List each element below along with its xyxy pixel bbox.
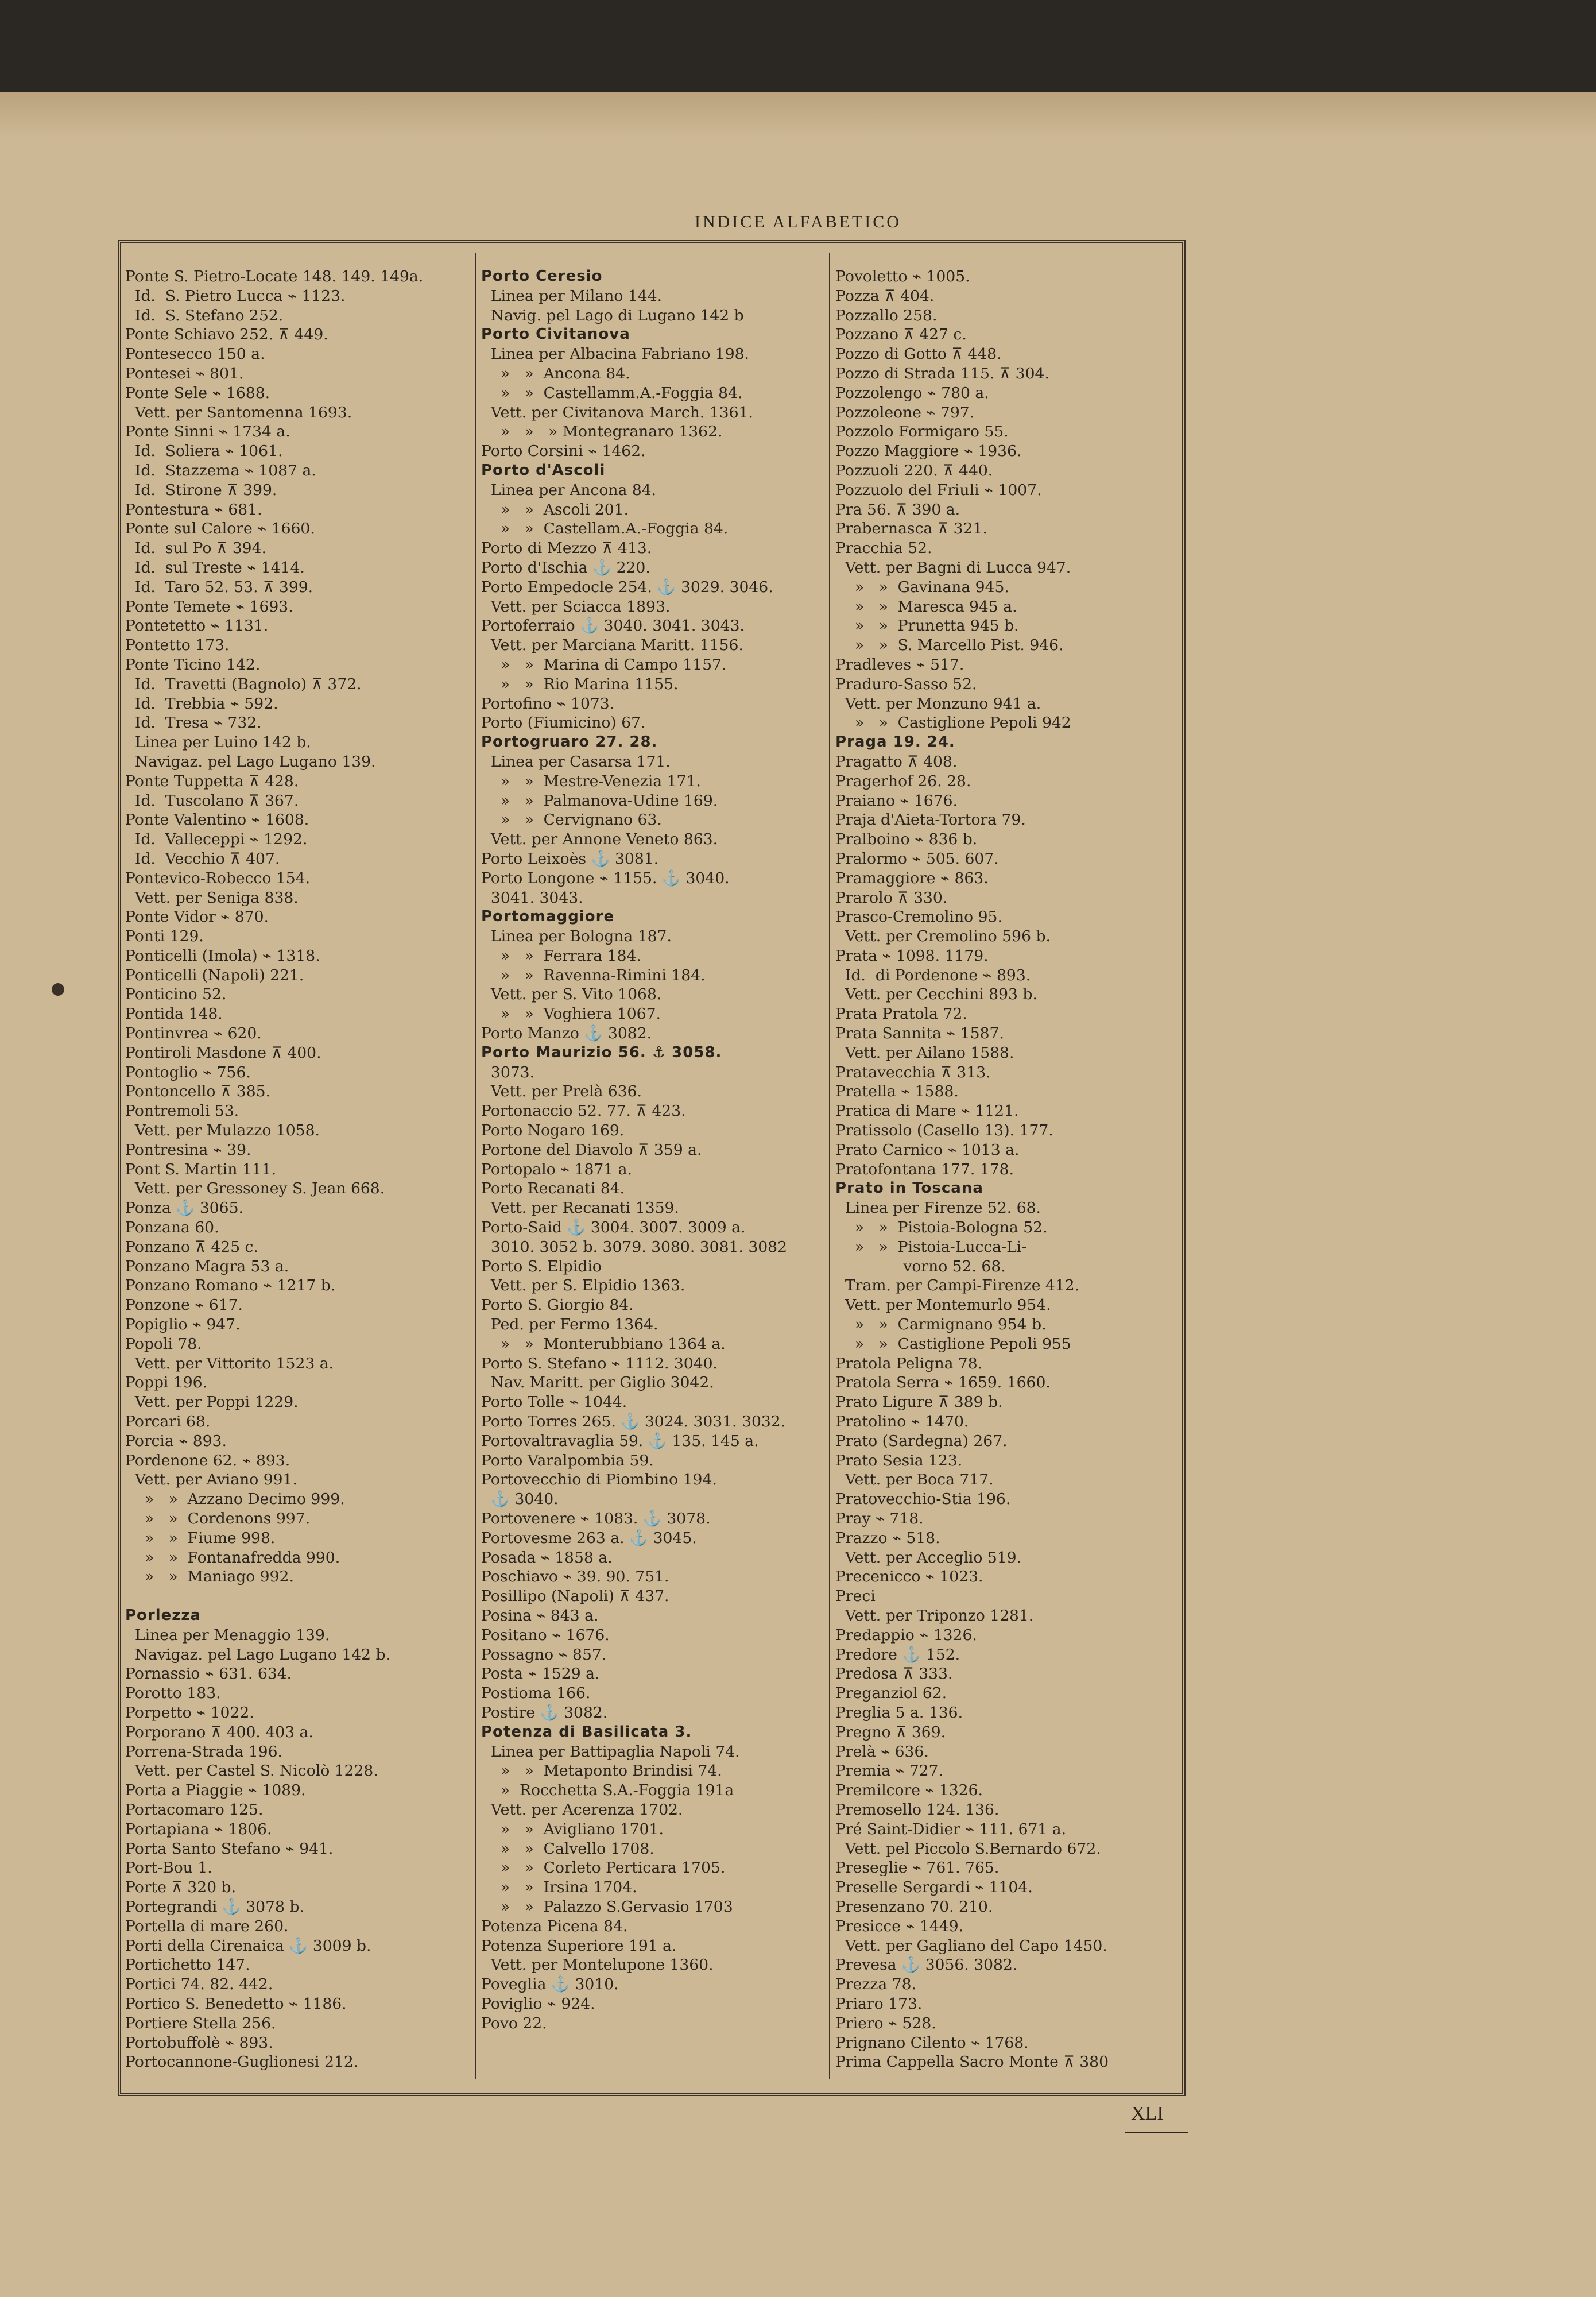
index-entry: Pozzuoli 220. ⊼ 440. [835, 461, 993, 479]
index-entry: 3010. 3052 b. 3079. 3080. 3081. 3082 [481, 1238, 787, 1256]
index-entry: Port-Bou 1. [125, 1859, 212, 1877]
index-entry: Posada ⌁ 1858 a. [481, 1548, 613, 1567]
index-entry: Linea per Bologna 187. [481, 927, 672, 946]
index-entry: Possagno ⌁ 857. [481, 1645, 607, 1664]
page-number: XLI [1131, 2103, 1164, 2124]
index-entry: Portapiana ⌁ 1806. [125, 1820, 272, 1838]
index-entry: » » Marina di Campo 1157. [481, 655, 727, 674]
index-entry: » » » Montegranaro 1362. [481, 423, 723, 441]
index-entry: Vett. per Sciacca 1893. [481, 597, 671, 616]
page-number-underline [1125, 2132, 1188, 2133]
index-entry: Pratella ⌁ 1588. [835, 1082, 959, 1101]
index-entry: Pozza ⊼ 404. [835, 287, 935, 305]
index-entry: Porto Corsini ⌁ 1462. [481, 442, 646, 461]
index-entry: Vett. per Acceglio 519. [835, 1548, 1022, 1567]
index-entry: Porto Manzo ⚓ 3082. [481, 1024, 652, 1043]
index-entry: Vett. per S. Elpidio 1363. [481, 1277, 685, 1295]
binding-hole [52, 983, 64, 996]
index-entry: Pontesecco 150 a. [125, 345, 265, 364]
index-entry: Porto S. Stefano ⌁ 1112. 3040. [481, 1354, 718, 1372]
index-entry: Portovesme 263 a. ⚓ 3045. [481, 1529, 697, 1547]
index-entry: Praiano ⌁ 1676. [835, 791, 958, 810]
index-entry: Id. Soliera ⌁ 1061. [125, 442, 283, 461]
index-entry: » » Avigliano 1701. [481, 1820, 664, 1838]
index-entry: » » Carmignano 954 b. [835, 1316, 1047, 1334]
index-entry: Porti della Cirenaica ⚓ 3009 b. [125, 1936, 371, 1955]
index-entry: Vett. per S. Vito 1068. [481, 985, 662, 1004]
index-entry: Posillipo (Napoli) ⊼ 437. [481, 1587, 669, 1606]
index-entry: Postioma 166. [481, 1684, 591, 1703]
index-entry: Pontresina ⌁ 39. [125, 1140, 251, 1159]
index-entry: » » Palmanova-Udine 169. [481, 791, 718, 810]
index-entry: vorno 52. 68. [835, 1257, 1006, 1275]
index-entry: Id. Taro 52. 53. ⊼ 399. [125, 578, 313, 596]
index-entry: Linea per Battipaglia Napoli 74. [481, 1742, 740, 1761]
index-entry: Poppi 196. [125, 1374, 208, 1392]
index-entry: Portella di mare 260. [125, 1917, 289, 1935]
index-entry: » » Palazzo S.Gervasio 1703 [481, 1897, 733, 1916]
index-entry: Premosello 124. 136. [835, 1800, 1000, 1819]
index-entry: » » Cervignano 63. [481, 811, 662, 829]
index-entry: Predore ⚓ 152. [835, 1645, 960, 1664]
index-entry: Vett. per Aviano 991. [125, 1471, 297, 1489]
index-entry: » » Voghiera 1067. [481, 1005, 661, 1023]
index-entry: » » Pistoia-Lucca-Li- [835, 1238, 1027, 1256]
index-entry: » » Irsina 1704. [481, 1878, 637, 1897]
index-entry: Id. S. Pietro Lucca ⌁ 1123. [125, 287, 346, 305]
index-entry: » » Ancona 84. [481, 364, 630, 382]
index-entry: Porto Leixoès ⚓ 3081. [481, 849, 659, 868]
index-entry: Pordenone 62. ⌁ 893. [125, 1451, 290, 1470]
index-heading: Potenza di Basilicata 3. [481, 1723, 692, 1741]
index-entry: Vett. per Triponzo 1281. [835, 1606, 1034, 1625]
index-entry: Porotto 183. [125, 1684, 221, 1703]
index-heading: Prato in Toscana [835, 1180, 983, 1197]
index-entry: Linea per Luino 142 b. [125, 733, 311, 752]
index-entry: Portopalo ⌁ 1871 a. [481, 1160, 632, 1178]
index-entry: Predappio ⌁ 1326. [835, 1626, 977, 1644]
index-heading: Portogruaro 27. 28. [481, 733, 658, 751]
index-entry: Porto di Mezzo ⊼ 413. [481, 539, 652, 558]
index-entry: Id. sul Treste ⌁ 1414. [125, 558, 305, 577]
index-entry: Ped. per Fermo 1364. [481, 1316, 658, 1334]
index-entry: Portofino ⌁ 1073. [481, 694, 615, 713]
index-entry: Portici 74. 82. 442. [125, 1975, 273, 1994]
index-entry: Pragerhof 26. 28. [835, 772, 971, 790]
index-entry: Prabernasca ⊼ 321. [835, 520, 987, 538]
index-entry: Precenicco ⌁ 1023. [835, 1568, 983, 1586]
index-entry: Porto (Fiumicino) 67. [481, 714, 646, 732]
index-entry: Ponzana 60. [125, 1219, 219, 1237]
index-entry: Pozzo di Strada 115. ⊼ 304. [835, 364, 1049, 382]
index-entry: Prezza 78. [835, 1975, 916, 1994]
index-entry: Prato Ligure ⊼ 389 b. [835, 1393, 1003, 1412]
index-entry: Linea per Casarsa 171. [481, 752, 671, 771]
index-entry: Pramaggiore ⌁ 863. [835, 869, 989, 887]
index-entry: Pralormo ⌁ 505. 607. [835, 849, 999, 868]
index-entry: » » S. Marcello Pist. 946. [835, 636, 1064, 655]
index-entry: Povoletto ⌁ 1005. [835, 268, 970, 285]
index-heading: Porto d'Ascoli [481, 461, 606, 479]
index-entry: » » Pistoia-Bologna 52. [835, 1219, 1048, 1237]
index-entry: Pontinvrea ⌁ 620. [125, 1024, 262, 1043]
index-entry: » » Maresca 945 a. [835, 597, 1017, 616]
index-entry: Prazzo ⌁ 518. [835, 1529, 940, 1547]
index-entry: Vett. per Monzuno 941 a. [835, 694, 1041, 713]
page-header-title: INDICE ALFABETICO [695, 212, 901, 231]
index-entry: Ponti 129. [125, 927, 204, 946]
index-entry: Porta a Piaggie ⌁ 1089. [125, 1781, 306, 1800]
index-entry: » » Castiglione Pepoli 955 [835, 1335, 1071, 1353]
index-entry: Pozzolo Formigaro 55. [835, 423, 1009, 441]
index-entry: Pratola Peligna 78. [835, 1354, 983, 1372]
index-entry: Preci [835, 1587, 876, 1606]
index-entry: Vett. per Boca 717. [835, 1471, 994, 1489]
index-entry: Pragatto ⊼ 408. [835, 752, 958, 771]
index-entry: Ponte Vidor ⌁ 870. [125, 908, 269, 926]
index-entry: Pralboino ⌁ 836 b. [835, 830, 978, 849]
index-entry: » Rocchetta S.A.-Foggia 191a [481, 1781, 734, 1800]
index-entry: Ponzano Magra 53 a. [125, 1257, 289, 1275]
index-entry: Vett. per Annone Veneto 863. [481, 830, 718, 849]
index-entry: Portovecchio di Piombino 194. [481, 1471, 717, 1489]
index-entry: Vett. per Vittorito 1523 a. [125, 1354, 334, 1372]
index-entry: Poschiavo ⌁ 39. 90. 751. [481, 1568, 669, 1586]
index-entry: Ponzano Romano ⌁ 1217 b. [125, 1277, 336, 1295]
index-entry: Pracchia 52. [835, 539, 932, 558]
index-entry: 3041. 3043. [481, 888, 583, 907]
index-entry: Pont S. Martin 111. [125, 1160, 277, 1178]
index-entry: Portichetto 147. [125, 1956, 250, 1974]
index-entry: Porto d'Ischia ⚓ 220. [481, 558, 650, 577]
index-entry: Ponte S. Pietro-Locate 148. 149. 149a. [125, 268, 424, 285]
index-entry: Linea per Ancona 84. [481, 481, 657, 499]
index-entry: Vett. pel Piccolo S.Bernardo 672. [835, 1839, 1101, 1858]
index-entry: Vett. per Poppi 1229. [125, 1393, 299, 1412]
index-entry: Potenza Superiore 191 a. [481, 1936, 677, 1955]
index-entry: Id. Travetti (Bagnolo) ⊼ 372. [125, 675, 362, 693]
index-entry: Porto Torres 265. ⚓ 3024. 3031. 3032. [481, 1413, 786, 1431]
index-entry: Porto Recanati 84. [481, 1180, 625, 1198]
index-entry: Ponte Sele ⌁ 1688. [125, 384, 270, 402]
index-entry: Linea per Milano 144. [481, 287, 663, 305]
index-entry: Portoferraio ⚓ 3040. 3041. 3043. [481, 617, 745, 635]
index-heading: Porto Civitanova [481, 326, 630, 343]
index-entry: Ponticelli (Napoli) 221. [125, 966, 304, 984]
index-entry: » » Rio Marina 1155. [481, 675, 679, 693]
index-entry: Id. Tuscolano ⊼ 367. [125, 791, 299, 810]
index-entry: Prima Cappella Sacro Monte ⊼ 380 [835, 2053, 1109, 2071]
index-entry: Preganziol 62. [835, 1684, 947, 1703]
index-entry: Pozzo Maggiore ⌁ 1936. [835, 442, 1022, 461]
index-entry: ⚓ 3040. [481, 1490, 559, 1509]
index-entry: Ponte Schiavo 252. ⊼ 449. [125, 326, 328, 344]
index-entry: » » Metaponto Brindisi 74. [481, 1762, 722, 1780]
index-entry: Presenzano 70. 210. [835, 1897, 993, 1916]
index-entry: Navigaz. pel Lago Lugano 142 b. [125, 1645, 391, 1664]
index-entry: Pontoglio ⌁ 756. [125, 1063, 251, 1081]
index-entry: » » Ferrara 184. [481, 946, 641, 965]
index-heading: Porlezza [125, 1606, 202, 1624]
index-entry: Prato Carnico ⌁ 1013 a. [835, 1140, 1020, 1159]
index-entry: Pra 56. ⊼ 390 a. [835, 500, 960, 519]
index-entry: Prato Sesia 123. [835, 1451, 963, 1470]
index-entry: Nav. Maritt. per Giglio 3042. [481, 1374, 714, 1392]
index-entry: Premilcore ⌁ 1326. [835, 1781, 983, 1800]
index-entry: Id. sul Po ⊼ 394. [125, 539, 266, 558]
index-entry: » » Prunetta 945 b. [835, 617, 1019, 635]
index-heading: Portomaggiore [481, 908, 615, 926]
index-entry: Preglia 5 a. 136. [835, 1703, 963, 1722]
index-entry: Id. Valleceppi ⌁ 1292. [125, 830, 308, 849]
index-entry: Pratissolo (Casello 13). 177. [835, 1122, 1053, 1140]
index-entry: Praduro-Sasso 52. [835, 675, 977, 693]
index-entry: Pratica di Mare ⌁ 1121. [835, 1102, 1019, 1120]
index-entry: Porto Empedocle 254. ⚓ 3029. 3046. [481, 578, 773, 596]
index-entry: Vett. per Santomenna 1693. [125, 403, 352, 421]
index-entry: Linea per Firenze 52. 68. [835, 1199, 1041, 1217]
index-entry: Porto Varalpombia 59. [481, 1451, 654, 1470]
index-entry: Portocannone-Guglionesi 212. [125, 2053, 359, 2071]
index-entry: Ponticelli (Imola) ⌁ 1318. [125, 946, 320, 965]
index-entry: Portiere Stella 256. [125, 2014, 276, 2032]
index-entry: Pradleves ⌁ 517. [835, 655, 964, 674]
index-entry: Tram. per Campi-Firenze 412. [835, 1277, 1080, 1295]
index-entry: Navig. pel Lago di Lugano 142 b [481, 306, 744, 324]
index-entry: Posina ⌁ 843 a. [481, 1606, 599, 1625]
index-entry: Pontesei ⌁ 801. [125, 364, 244, 382]
index-heading: Porto Ceresio [481, 268, 603, 285]
index-entry: Predosa ⊼ 333. [835, 1665, 953, 1683]
index-entry: Prasco-Cremolino 95. [835, 908, 1002, 926]
index-entry: Pozzoleone ⌁ 797. [835, 403, 975, 421]
index-entry: Portacomaro 125. [125, 1800, 264, 1819]
index-entry: » » Ascoli 201. [481, 500, 629, 519]
index-entry: Preselle Sergardi ⌁ 1104. [835, 1878, 1033, 1897]
index-entry: Vett. per Castel S. Nicolò 1228. [125, 1762, 378, 1780]
index-entry: Porto Tolle ⌁ 1044. [481, 1393, 627, 1412]
index-entry: Vett. per Prelà 636. [481, 1082, 642, 1101]
index-entry: Prata Pratola 72. [835, 1005, 967, 1023]
index-entry: » » Cordenons 997. [125, 1510, 311, 1528]
index-heading: Porto Maurizio 56. ⚓ 3058. [481, 1043, 722, 1061]
index-entry: Pozzolengo ⌁ 780 a. [835, 384, 989, 402]
index-entry: Vett. per Gagliano del Capo 1450. [835, 1936, 1107, 1955]
index-entry: Vett. per Seniga 838. [125, 888, 299, 907]
index-entry: Pratavecchia ⊼ 313. [835, 1063, 991, 1081]
index-entry: Portone del Diavolo ⊼ 359 a. [481, 1140, 702, 1159]
index-entry: Pontremoli 53. [125, 1102, 239, 1120]
index-entry: Porto S. Giorgio 84. [481, 1296, 634, 1314]
column-separator [829, 253, 830, 2079]
index-entry: Ponzano ⊼ 425 c. [125, 1238, 258, 1256]
index-entry: Porpetto ⌁ 1022. [125, 1703, 254, 1722]
index-entry: Pozzo di Gotto ⊼ 448. [835, 345, 1002, 364]
index-entry: Ponte Temete ⌁ 1693. [125, 597, 293, 616]
index-entry: Vett. per Acerenza 1702. [481, 1800, 683, 1819]
index-entry: » » Gavinana 945. [835, 578, 1009, 596]
index-entry: Vett. per Gressoney S. Jean 668. [125, 1180, 385, 1198]
index-entry: Pray ⌁ 718. [835, 1510, 924, 1528]
index-entry: Id. Stirone ⊼ 399. [125, 481, 277, 499]
index-entry: Ponte Valentino ⌁ 1608. [125, 811, 309, 829]
index-entry: Porporano ⊼ 400. 403 a. [125, 1723, 313, 1741]
index-entry: Prata Sannita ⌁ 1587. [835, 1024, 1004, 1043]
index-entry: Pontetetto ⌁ 1131. [125, 617, 269, 635]
index-entry: » » Castellam.A.-Foggia 84. [481, 520, 729, 538]
index-entry: Porcari 68. [125, 1413, 211, 1431]
index-entry: Porto Nogaro 169. [481, 1122, 625, 1140]
index-entry: Vett. per Bagni di Lucca 947. [835, 558, 1071, 577]
index-entry: Vett. per Marciana Maritt. 1156. [481, 636, 743, 655]
index-column-1 [125, 267, 470, 2082]
index-entry: Prignano Cilento ⌁ 1768. [835, 2033, 1029, 2052]
index-column-2 [481, 267, 826, 2082]
index-entry: Portegrandi ⚓ 3078 b. [125, 1897, 304, 1916]
index-entry: » » Corleto Perticara 1705. [481, 1859, 726, 1877]
index-entry: Vett. per Ailano 1588. [835, 1043, 1014, 1062]
index-entry: Portonaccio 52. 77. ⊼ 423. [481, 1102, 686, 1120]
index-entry: Vett. per Montemurlo 954. [835, 1296, 1051, 1314]
index-entry: Pozzuolo del Friuli ⌁ 1007. [835, 481, 1042, 499]
index-entry: Pratovecchio-Stia 196. [835, 1490, 1011, 1509]
index-entry: Vett. per Recanati 1359. [481, 1199, 679, 1217]
index-entry: Vett. per Cremolino 596 b. [835, 927, 1051, 946]
index-entry: Ponza ⚓ 3065. [125, 1199, 243, 1217]
index-entry: Povo 22. [481, 2014, 547, 2032]
index-entry: Porta Santo Stefano ⌁ 941. [125, 1839, 334, 1858]
index-entry: » » Maniago 992. [125, 1568, 294, 1586]
index-entry: Priaro 173. [835, 1994, 923, 2013]
index-entry: Pozzano ⊼ 427 c. [835, 326, 967, 344]
index-entry: Ponte Tuppetta ⊼ 428. [125, 772, 299, 790]
index-entry: Pontiroli Masdone ⊼ 400. [125, 1043, 321, 1062]
index-entry: Pontoncello ⊼ 385. [125, 1082, 271, 1101]
index-entry: » » Fontanafredda 990. [125, 1548, 340, 1567]
index-entry: » » Castiglione Pepoli 942 [835, 714, 1071, 732]
index-entry: Postire ⚓ 3082. [481, 1703, 608, 1722]
index-entry: Ponte Ticino 142. [125, 655, 261, 674]
index-entry: Premia ⌁ 727. [835, 1762, 944, 1780]
index-entry: Porrena-Strada 196. [125, 1742, 282, 1761]
index-entry: Prato (Sardegna) 267. [835, 1432, 1008, 1450]
index-entry: Pratola Serra ⌁ 1659. 1660. [835, 1374, 1051, 1392]
index-entry: Vett. per Civitanova March. 1361. [481, 403, 753, 421]
index-entry: Porto-Said ⚓ 3004. 3007. 3009 a. [481, 1219, 746, 1237]
index-heading: Praga 19. 24. [835, 733, 955, 751]
index-entry: Id. Vecchio ⊼ 407. [125, 849, 280, 868]
index-entry: Prelà ⌁ 636. [835, 1742, 929, 1761]
index-entry: Pontestura ⌁ 681. [125, 500, 262, 519]
index-entry: Pregno ⊼ 369. [835, 1723, 946, 1741]
index-entry: » » Monterubbiano 1364 a. [481, 1335, 726, 1353]
index-entry: Popiglio ⌁ 947. [125, 1316, 241, 1334]
index-entry: Pré Saint-Didier ⌁ 111. 671 a. [835, 1820, 1067, 1838]
index-entry: Pozzallo 258. [835, 306, 938, 324]
index-entry: » » Mestre-Venezia 171. [481, 772, 701, 790]
index-entry: Id. Trebbia ⌁ 592. [125, 694, 278, 713]
index-entry: Posta ⌁ 1529 a. [481, 1665, 600, 1683]
index-entry: » » Azzano Decimo 999. [125, 1490, 345, 1509]
index-column-3 [835, 267, 1180, 2082]
index-entry: Id. S. Stefano 252. [125, 306, 284, 324]
index-entry: Priero ⌁ 528. [835, 2014, 936, 2032]
index-entry: Prata ⌁ 1098. 1179. [835, 946, 989, 965]
index-entry: Porcia ⌁ 893. [125, 1432, 227, 1450]
index-entry: Prarolo ⊼ 330. [835, 888, 948, 907]
index-entry: Pornassio ⌁ 631. 634. [125, 1665, 292, 1683]
index-entry: Porte ⊼ 320 b. [125, 1878, 237, 1897]
index-entry: Id. Tresa ⌁ 732. [125, 714, 262, 732]
index-entry: Praja d'Aieta-Tortora 79. [835, 811, 1026, 829]
index-entry: Portovaltravaglia 59. ⚓ 135. 145 a. [481, 1432, 759, 1450]
index-entry: Id. Stazzema ⌁ 1087 a. [125, 461, 316, 479]
index-entry: Ponte Sinni ⌁ 1734 a. [125, 423, 290, 441]
index-entry: » » Ravenna-Rimini 184. [481, 966, 706, 984]
index-entry: Ponte sul Calore ⌁ 1660. [125, 520, 315, 538]
index-entry: Potenza Picena 84. [481, 1917, 628, 1935]
column-separator [475, 253, 476, 2079]
index-entry: Poviglio ⌁ 924. [481, 1994, 595, 2013]
index-entry: 3073. [481, 1063, 535, 1081]
index-entry: Porto S. Elpidio [481, 1257, 602, 1275]
index-entry: Pratofontana 177. 178. [835, 1160, 1014, 1178]
index-entry: Linea per Menaggio 139. [125, 1626, 330, 1644]
index-entry: Presicce ⌁ 1449. [835, 1917, 964, 1935]
index-entry: Vett. per Mulazzo 1058. [125, 1122, 320, 1140]
index-entry: Portovenere ⌁ 1083. ⚓ 3078. [481, 1510, 711, 1528]
index-entry: Preseglie ⌁ 761. 765. [835, 1859, 1000, 1877]
index-entry: Vett. per Cecchini 893 b. [835, 985, 1037, 1004]
page-top-edge [0, 92, 1596, 138]
index-entry: Porto Longone ⌁ 1155. ⚓ 3040. [481, 869, 730, 887]
index-entry: » » Calvello 1708. [481, 1839, 654, 1858]
index-entry: Linea per Albacina Fabriano 198. [481, 345, 750, 364]
index-entry: Popoli 78. [125, 1335, 202, 1353]
index-entry: » » Fiume 998. [125, 1529, 276, 1547]
index-entry: Pontevico-Robecco 154. [125, 869, 311, 887]
index-entry: Vett. per Montelupone 1360. [481, 1956, 714, 1974]
index-entry: Navigaz. pel Lago Lugano 139. [125, 752, 376, 771]
index-entry: Ponzone ⌁ 617. [125, 1296, 243, 1314]
index-entry [125, 1587, 470, 1606]
index-entry: Prevesa ⚓ 3056. 3082. [835, 1956, 1018, 1974]
index-entry: Poveglia ⚓ 3010. [481, 1975, 619, 1994]
index-entry: Portico S. Benedetto ⌁ 1186. [125, 1994, 347, 2013]
index-entry: Portobuffolè ⌁ 893. [125, 2033, 273, 2052]
index-entry: Pratolino ⌁ 1470. [835, 1413, 969, 1431]
index-entry: Pontetto 173. [125, 636, 230, 655]
index-entry: Id. di Pordenone ⌁ 893. [835, 966, 1031, 984]
index-entry: » » Castellamm.A.-Foggia 84. [481, 384, 743, 402]
index-entry: Pontida 148. [125, 1005, 223, 1023]
index-entry: Ponticino 52. [125, 985, 227, 1004]
index-entry: Positano ⌁ 1676. [481, 1626, 610, 1644]
